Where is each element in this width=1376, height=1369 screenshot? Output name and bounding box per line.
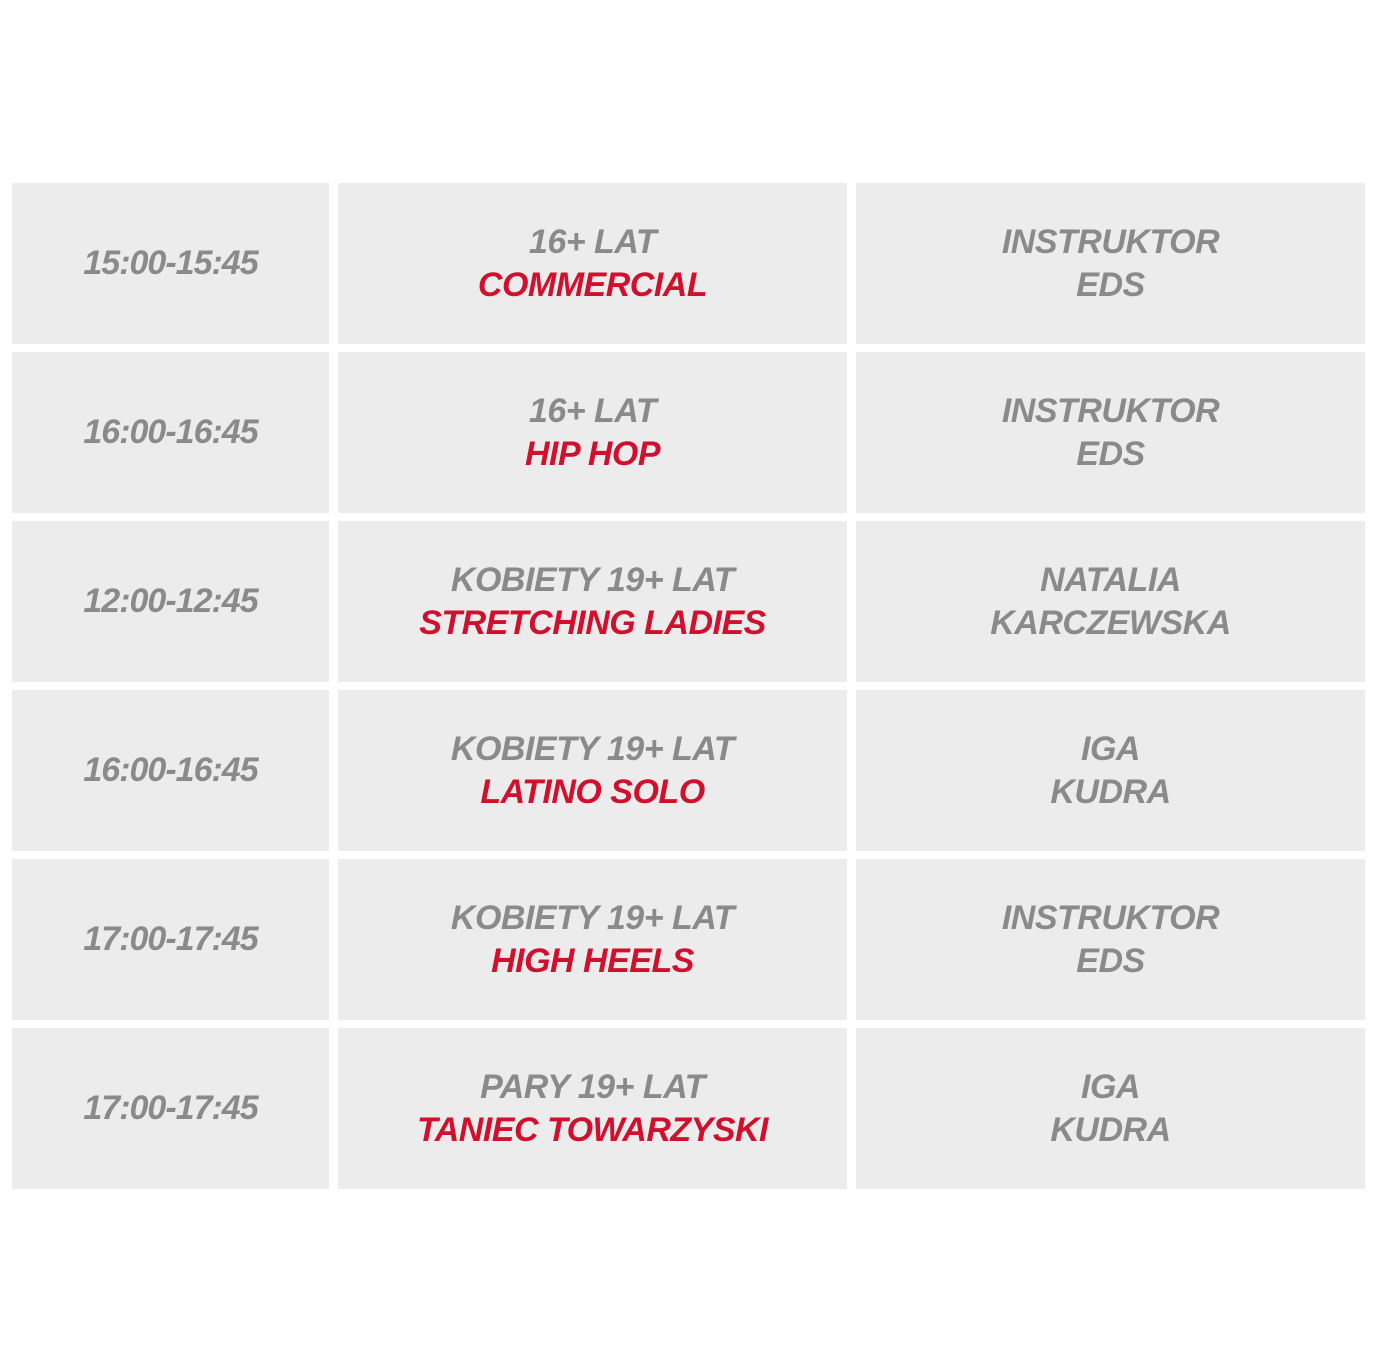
instructor-first-line: INSTRUKTOR <box>1001 222 1220 261</box>
time-slot: 15:00-15:45 <box>83 244 258 282</box>
instructor-first-line: IGA <box>1081 1067 1140 1106</box>
schedule-row <box>12 352 1365 513</box>
instructor-second-line: EDS <box>1076 941 1145 980</box>
class-cell <box>338 521 847 682</box>
class-name: HIP HOP <box>524 434 661 473</box>
class-cell <box>338 1028 847 1189</box>
age-group: KOBIETY 19+ LAT <box>450 898 735 937</box>
age-group: 16+ LAT <box>528 391 657 430</box>
age-group: 16+ LAT <box>528 222 657 261</box>
instructor-first-line: NATALIA <box>1040 560 1181 599</box>
instructor-cell <box>856 859 1365 1020</box>
instructor-cell <box>856 352 1365 513</box>
instructor-cell <box>856 1028 1365 1189</box>
age-group: KOBIETY 19+ LAT <box>450 560 735 599</box>
class-name: LATINO SOLO <box>480 772 705 811</box>
time-cell <box>12 859 329 1020</box>
instructor-second-line: EDS <box>1076 434 1145 473</box>
time-slot: 17:00-17:45 <box>83 920 258 958</box>
age-group: KOBIETY 19+ LAT <box>450 729 735 768</box>
class-cell <box>338 352 847 513</box>
time-slot: 16:00-16:45 <box>83 751 258 789</box>
schedule-row <box>12 183 1365 344</box>
instructor-first-line: INSTRUKTOR <box>1001 391 1220 430</box>
age-group: PARY 19+ LAT <box>480 1067 705 1106</box>
instructor-first-line: INSTRUKTOR <box>1001 898 1220 937</box>
time-cell <box>12 183 329 344</box>
instructor-second-line: KUDRA <box>1050 1110 1171 1149</box>
time-cell <box>12 521 329 682</box>
class-cell <box>338 690 847 851</box>
instructor-cell <box>856 183 1365 344</box>
time-slot: 17:00-17:45 <box>83 1089 258 1127</box>
class-cell <box>338 859 847 1020</box>
class-name: COMMERCIAL <box>477 265 708 304</box>
instructor-first-line: IGA <box>1081 729 1140 768</box>
instructor-second-line: EDS <box>1076 265 1145 304</box>
schedule-row <box>12 859 1365 1020</box>
schedule-row <box>12 690 1365 851</box>
time-slot: 16:00-16:45 <box>83 413 258 451</box>
schedule-row <box>12 1028 1365 1189</box>
class-name: HIGH HEELS <box>491 941 694 980</box>
time-slot: 12:00-12:45 <box>83 582 258 620</box>
instructor-second-line: KARCZEWSKA <box>990 603 1231 642</box>
time-cell <box>12 690 329 851</box>
schedule-row <box>12 521 1365 682</box>
class-cell <box>338 183 847 344</box>
instructor-second-line: KUDRA <box>1050 772 1171 811</box>
instructor-cell <box>856 521 1365 682</box>
schedule-table <box>12 183 1365 1197</box>
time-cell <box>12 352 329 513</box>
instructor-cell <box>856 690 1365 851</box>
time-cell <box>12 1028 329 1189</box>
class-name: STRETCHING LADIES <box>419 603 766 642</box>
class-name: TANIEC TOWARZYSKI <box>416 1110 769 1149</box>
